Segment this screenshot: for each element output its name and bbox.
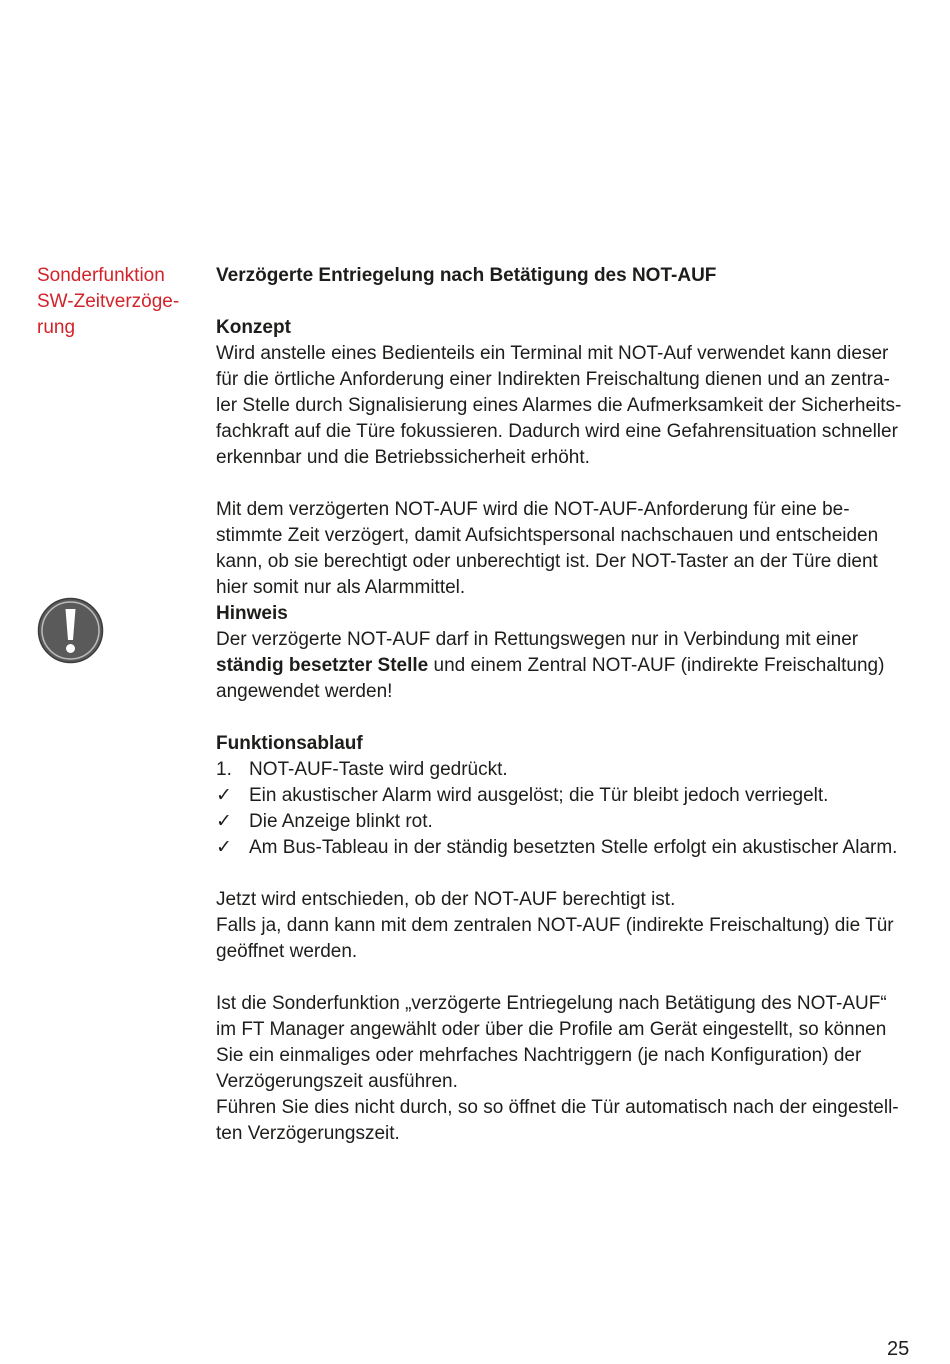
paragraph-line: Jetzt wird entschieden, ob der NOT-AUF berechtigt ist.	[216, 889, 676, 910]
emphasis-text: ständig besetzter Stelle	[216, 655, 429, 676]
list-item	[216, 757, 916, 783]
list-item-text: Die Anzeige blinkt rot.	[249, 811, 433, 832]
list-item	[216, 783, 916, 809]
list-item-text: Ein akustischer Alarm wird ausgelöst; die Tür bleibt jedoch verriegelt.	[249, 785, 829, 806]
paragraph-line: für die örtliche Anforderung einer Indirekten Freischaltung dienen und an zentra-	[216, 369, 890, 390]
exclamation-circle-icon	[37, 597, 104, 664]
paragraph-line: Wird anstelle eines Bedienteils ein Terminal mit NOT-Auf verwendet kann dieser	[216, 343, 889, 364]
section-title-funktionsablauf: Funktionsablauf	[216, 733, 363, 754]
paragraph-line: Sie ein einmaliges oder mehrfaches Nachtriggern (je nach Konfiguration) der	[216, 1045, 862, 1066]
paragraph-line: angewendet werden!	[216, 681, 393, 702]
margin-note	[37, 263, 197, 341]
list-item-text: NOT-AUF-Taste wird gedrückt.	[249, 759, 508, 780]
paragraph-text: und einem Zentral NOT-AUF (indirekte Freischaltung)	[428, 655, 885, 676]
paragraph-line: Falls ja, dann kann mit dem zentralen NOT-AUF (indirekte Freischaltung) die Tür	[216, 915, 894, 936]
paragraph-line: stimmte Zeit verzögert, damit Aufsichtspersonal nachschauen und entscheiden	[216, 525, 879, 546]
list-number: 1.	[216, 759, 232, 780]
paragraph-line: hier somit nur als Alarmmittel.	[216, 577, 466, 598]
paragraph-line: kann, ob sie berechtigt oder unberechtigt ist. Der NOT-Taster an der Türe dient	[216, 551, 878, 572]
margin-note-line: Sonderfunktion	[37, 265, 165, 286]
paragraph-line: im FT Manager angewählt oder über die Profile am Gerät eingestellt, so können	[216, 1019, 887, 1040]
paragraph-line: fachkraft auf die Türe fokussieren. Dadurch wird eine Gefahrensituation schneller	[216, 421, 898, 442]
list-item-text: Am Bus-Tableau in der ständig besetzten Stelle erfolgt ein akustischer Alarm.	[249, 837, 898, 858]
paragraph-line: ten Verzögerungszeit.	[216, 1123, 400, 1144]
page-number: 25	[887, 1338, 910, 1360]
paragraph-line: Ist die Sonderfunktion „verzögerte Entriegelung nach Betätigung des NOT-AUF“	[216, 993, 887, 1014]
paragraph-line: Führen Sie dies nicht durch, so so öffnet die Tür automatisch nach der eingestell-	[216, 1097, 899, 1118]
margin-note-line: SW-Zeitverzöge-	[37, 291, 180, 312]
section-title-hinweis: Hinweis	[216, 603, 288, 624]
margin-note-line: rung	[37, 317, 76, 338]
paragraph-line	[216, 653, 916, 679]
check-icon: ✓	[216, 785, 232, 806]
check-icon: ✓	[216, 811, 232, 832]
paragraph-line: erkennbar und die Betriebssicherheit erhöht.	[216, 447, 590, 468]
section-title-konzept: Konzept	[216, 317, 291, 338]
check-icon: ✓	[216, 837, 232, 858]
main-content	[216, 263, 916, 1147]
paragraph-line: geöffnet werden.	[216, 941, 358, 962]
list-item	[216, 835, 916, 861]
paragraph-line: Mit dem verzögerten NOT-AUF wird die NOT-AUF-Anforderung für eine be-	[216, 499, 850, 520]
paragraph-line: Der verzögerte NOT-AUF darf in Rettungswegen nur in Verbindung mit einer	[216, 629, 859, 650]
paragraph-line: Verzögerungszeit ausführen.	[216, 1071, 458, 1092]
paragraph-line: ler Stelle durch Signalisierung eines Alarmes die Aufmerksamkeit der Sicherheits-	[216, 395, 902, 416]
list-item	[216, 809, 916, 835]
page-heading: Verzögerte Entriegelung nach Betätigung des NOT-AUF	[216, 265, 717, 286]
